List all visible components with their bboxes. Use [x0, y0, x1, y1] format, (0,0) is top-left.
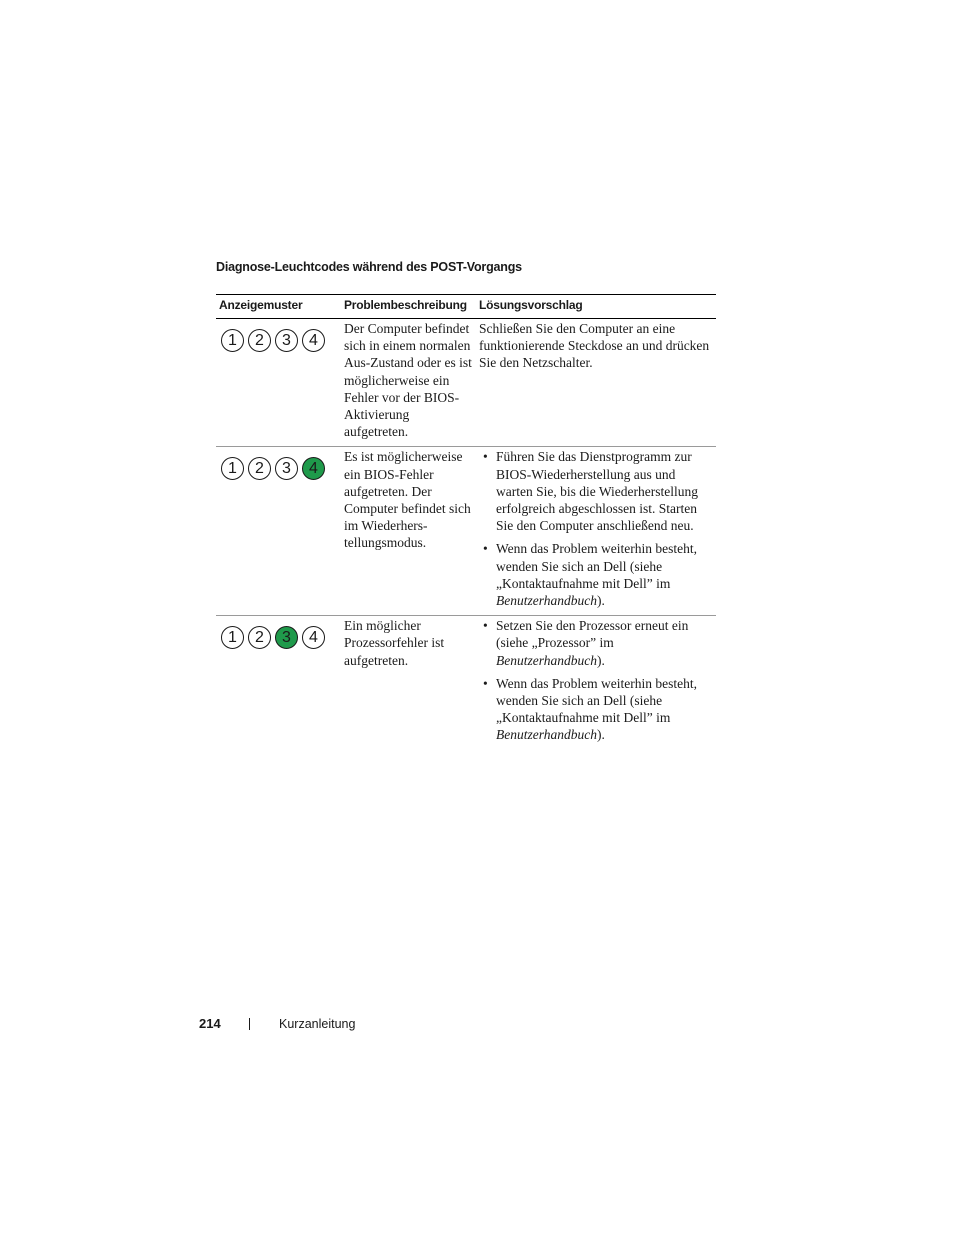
led-indicator-4: 4	[302, 626, 325, 649]
page-footer	[199, 1016, 355, 1031]
manual-reference: Benutzerhandbuch	[496, 652, 597, 668]
solution-item: • Wenn das Problem weiterhin besteht, wenden Sie sich an Dell (siehe „Kontaktaufnahme mit Dell” im Benutzerhandbuch).	[479, 540, 713, 609]
led-indicator-4: 4	[302, 457, 325, 480]
solution-list	[479, 448, 713, 609]
led-indicator-1: 1	[221, 329, 244, 352]
manual-reference: Benutzerhandbuch	[496, 593, 597, 609]
section-name: Kurzanleitung	[279, 1016, 356, 1031]
pattern-cell	[216, 616, 341, 750]
problem-cell: Ein möglicher Prozessorfehler ist aufgetreten.	[344, 618, 445, 668]
header-problem: Problembeschreibung	[341, 295, 476, 319]
table-row	[216, 616, 716, 750]
led-indicator-3: 3	[275, 626, 298, 649]
problem-cell: Der Computer befindet sich in einem normalen Aus-Zustand oder es ist möglicherweise ein Fehler vor der BIOS-Aktivierung aufgetreten.	[341, 319, 476, 447]
solution-item: • Führen Sie das Dienstprogramm zur BIOS-Wiederherstellung aus und warten Sie, bis die Wiederherstellung erfolgreich abgeschlossen ist. Starten Sie den Computer anschließend neu.	[479, 448, 713, 534]
problem-cell: Es ist möglicherweise ein BIOS-Fehler aufgetreten. Der Computer befindet sich im Wiederhers-tellungsmodus.	[341, 447, 476, 616]
led-indicator-2: 2	[248, 329, 271, 352]
led-indicator-4: 4	[302, 329, 325, 352]
solution-item: • Wenn das Problem weiterhin besteht, wenden Sie sich an Dell (siehe „Kontaktaufnahme mit Dell” im Benutzerhandbuch).	[479, 675, 713, 744]
footer-divider	[249, 1018, 250, 1030]
table-header-row	[216, 295, 716, 319]
led-indicator-2: 2	[248, 626, 271, 649]
diagnostic-codes-table	[216, 294, 716, 750]
led-indicator-1: 1	[221, 457, 244, 480]
led-pattern	[219, 448, 338, 480]
header-solution: Lösungsvorschlag	[476, 295, 716, 319]
table-row	[216, 319, 716, 447]
solution-cell: Schließen Sie den Computer an eine funktionierende Steckdose an und drücken Sie den Netzschalter.	[476, 319, 716, 447]
led-indicator-2: 2	[248, 457, 271, 480]
manual-reference: Benutzerhandbuch	[496, 727, 597, 743]
page-title: Diagnose-Leuchtcodes während des POST-Vorgangs	[216, 260, 522, 274]
solution-list	[479, 617, 713, 743]
led-indicator-3: 3	[275, 329, 298, 352]
led-indicator-1: 1	[221, 626, 244, 649]
solution-cell	[476, 616, 716, 750]
led-pattern	[219, 617, 338, 649]
led-pattern	[219, 320, 338, 352]
pattern-cell	[216, 447, 341, 616]
led-indicator-3: 3	[275, 457, 298, 480]
solution-cell	[476, 447, 716, 616]
header-pattern: Anzeigemuster	[216, 295, 341, 319]
page-number: 214	[199, 1016, 221, 1031]
table-row	[216, 447, 716, 616]
pattern-cell	[216, 319, 341, 447]
solution-item: • Setzen Sie den Prozessor erneut ein (siehe „Prozessor” im Benutzerhandbuch).	[479, 617, 713, 669]
